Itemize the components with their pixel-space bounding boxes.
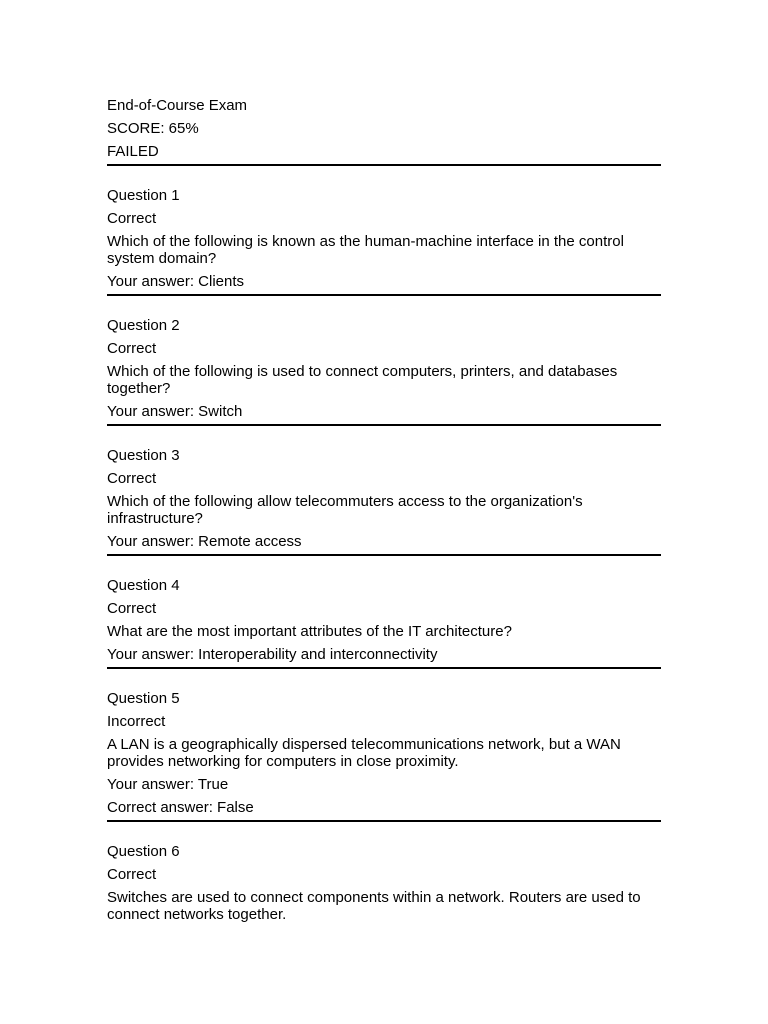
question-label: Question 6 <box>107 843 180 860</box>
exam-title: End-of-Course Exam <box>107 97 248 114</box>
your-answer: Your answer: Remote access <box>107 533 302 550</box>
exam-score: SCORE: 65% <box>107 120 199 137</box>
question-label: Question 4 <box>107 577 180 594</box>
question-5 <box>107 690 661 816</box>
divider <box>107 294 661 296</box>
question-text: Which of the following allow telecommuters access to the organization's infrastructure? <box>107 493 583 527</box>
your-answer: Your answer: Switch <box>107 403 243 420</box>
your-answer: Your answer: True <box>107 776 229 793</box>
divider <box>107 554 661 556</box>
divider <box>107 667 661 669</box>
question-text: What are the most important attributes of the IT architecture? <box>107 623 512 640</box>
question-text: Switches are used to connect components within a network. Routers are used to connect networks together. <box>107 889 641 923</box>
question-2 <box>107 317 661 420</box>
question-result: Correct <box>107 340 157 357</box>
question-6 <box>107 843 661 923</box>
exam-header <box>107 97 661 160</box>
question-label: Question 1 <box>107 187 180 204</box>
question-label: Question 2 <box>107 317 180 334</box>
question-text: Which of the following is known as the human-machine interface in the control system domain? <box>107 233 624 267</box>
correct-answer: Correct answer: False <box>107 799 254 816</box>
divider <box>107 424 661 426</box>
your-answer: Your answer: Clients <box>107 273 245 290</box>
question-result: Correct <box>107 600 157 617</box>
question-text: Which of the following is used to connect computers, printers, and databases together? <box>107 363 618 397</box>
question-result: Incorrect <box>107 713 166 730</box>
question-label: Question 3 <box>107 447 180 464</box>
divider <box>107 820 661 822</box>
exam-results-page <box>107 97 661 929</box>
exam-status: FAILED <box>107 143 159 160</box>
question-result: Correct <box>107 470 157 487</box>
question-label: Question 5 <box>107 690 180 707</box>
divider <box>107 164 661 166</box>
question-result: Correct <box>107 866 157 883</box>
question-4 <box>107 577 661 663</box>
question-text: A LAN is a geographically dispersed telecommunications network, but a WAN provides networking for computers in close proximity. <box>107 736 621 770</box>
question-3 <box>107 447 661 550</box>
question-1 <box>107 187 661 290</box>
question-result: Correct <box>107 210 157 227</box>
your-answer: Your answer: Interoperability and interconnectivity <box>107 646 438 663</box>
